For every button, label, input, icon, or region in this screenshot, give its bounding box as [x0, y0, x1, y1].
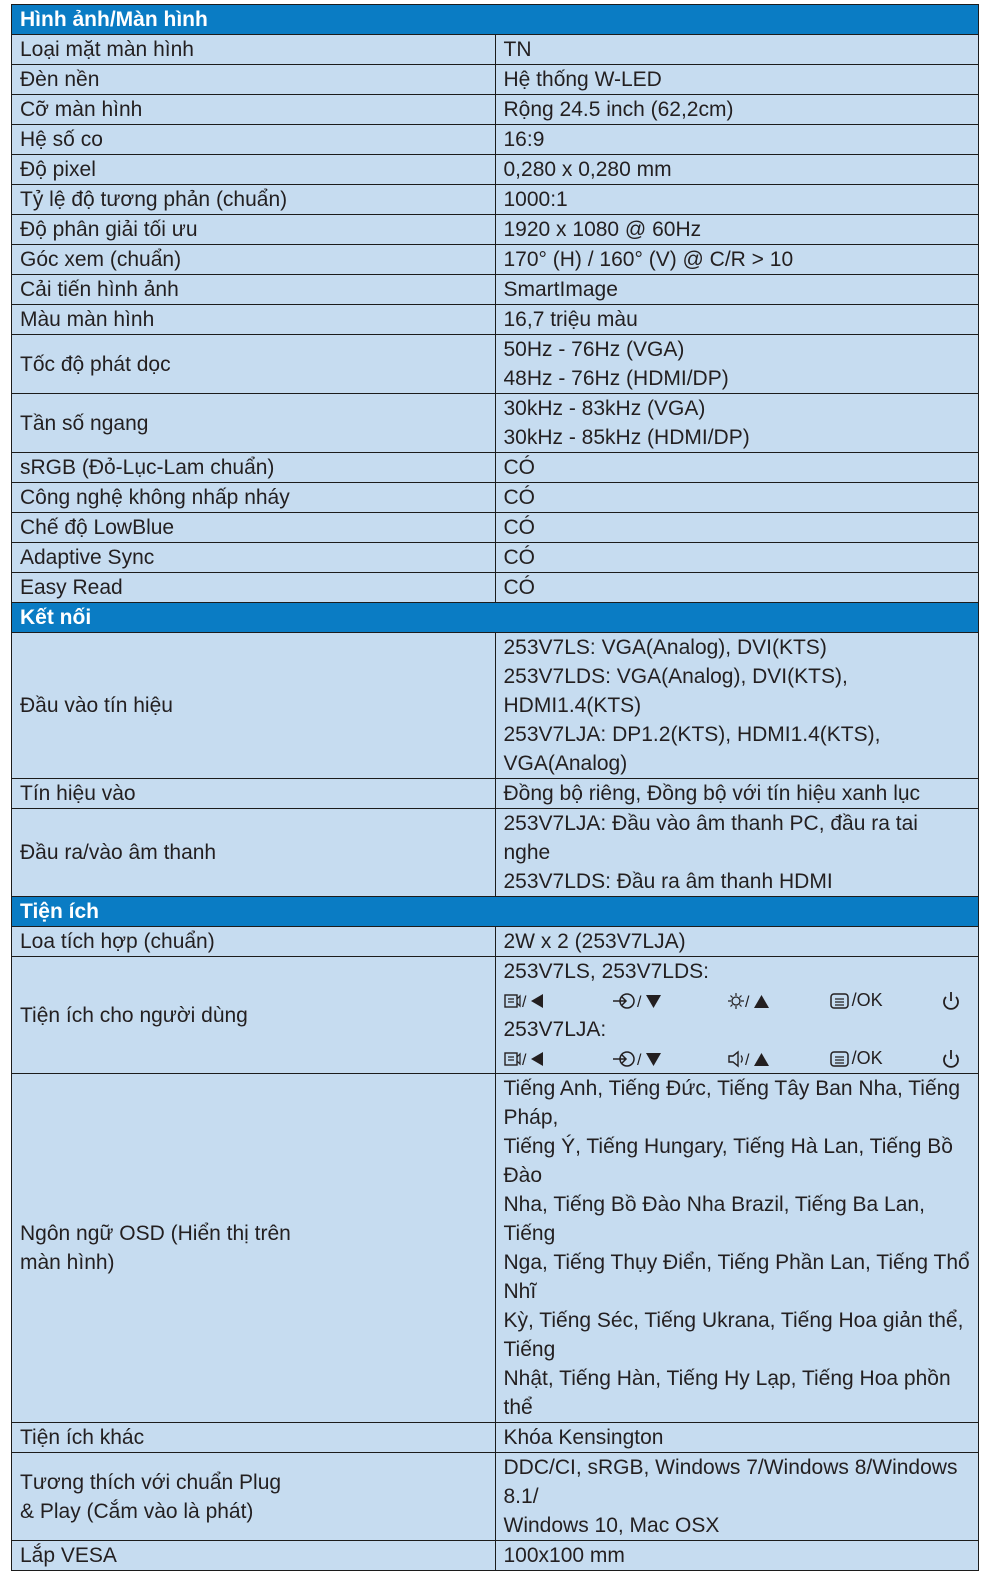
section-title: Kết nối — [12, 603, 979, 633]
table-row — [12, 573, 979, 603]
spec-label — [12, 573, 496, 603]
spec-label-line: màn hình) — [20, 1251, 115, 1274]
spec-value — [495, 125, 979, 155]
spec-label-line: Cỡ màn hình — [20, 98, 143, 121]
spec-label — [12, 35, 496, 65]
section-title: Tiện ích — [12, 897, 979, 927]
model-label: 253V7LS, 253V7LDS: — [503, 960, 709, 983]
spec-value-line: Nhật, Tiếng Hàn, Tiếng Hy Lạp, Tiếng Hoa phồn thể — [503, 1367, 951, 1419]
spec-value-line: CÓ — [503, 486, 535, 509]
spec-value-line: Khóa Kensington — [503, 1426, 664, 1449]
spec-value — [495, 335, 979, 394]
spec-value — [495, 633, 979, 779]
spec-value-line: CÓ — [503, 576, 535, 599]
svg-text:/: / — [637, 993, 642, 1010]
spec-value — [495, 394, 979, 453]
spec-label-line: Tiện ích cho người dùng — [20, 1003, 248, 1027]
separator: / — [851, 1048, 857, 1068]
table-row — [12, 1074, 979, 1423]
spec-label-line: Cải tiến hình ảnh — [20, 278, 179, 301]
spec-value-line: 1000:1 — [503, 188, 568, 211]
spec-value-line: 16,7 triệu màu — [503, 308, 638, 331]
spec-value-line: 100x100 mm — [503, 1544, 625, 1567]
spec-label-line: Hệ số co — [20, 128, 103, 151]
menu-ok-icon — [830, 986, 941, 1015]
spec-value-line: 2W x 2 (253V7LJA) — [503, 930, 686, 953]
spec-label-line: Đầu ra/vào âm thanh — [20, 841, 217, 864]
svg-text:/: / — [521, 1051, 526, 1068]
spec-value-line: 253V7LDS: Đầu ra âm thanh HDMI — [503, 870, 833, 893]
spec-value-line: 1920 x 1080 @ 60Hz — [503, 218, 702, 241]
section-title: Hình ảnh/Màn hình — [12, 5, 979, 35]
spec-label — [12, 513, 496, 543]
table-row — [12, 125, 979, 155]
table-row — [12, 245, 979, 275]
table-row — [12, 215, 979, 245]
spec-value-line: 170° (H) / 160° (V) @ C/R > 10 — [503, 248, 794, 271]
table-row — [12, 483, 979, 513]
spec-label — [12, 1423, 496, 1453]
spec-value-line: CÓ — [503, 456, 535, 479]
spec-value-line: Tiếng Ý, Tiếng Hungary, Tiếng Hà Lan, Tiếng Bồ Đào — [503, 1135, 953, 1187]
spec-value — [495, 573, 979, 603]
spec-value — [495, 957, 979, 1074]
spec-label — [12, 1074, 496, 1423]
spec-value-line: Rộng 24.5 inch (62,2cm) — [503, 98, 734, 121]
separator: / — [851, 990, 857, 1010]
spec-table — [11, 4, 979, 1571]
spec-label-line: Lắp VESA — [20, 1544, 117, 1567]
spec-label — [12, 245, 496, 275]
table-row — [12, 185, 979, 215]
spec-label — [12, 125, 496, 155]
spec-label-line: Tốc độ phát dọc — [20, 352, 171, 376]
spec-label — [12, 185, 496, 215]
button-icon-row — [504, 1044, 971, 1073]
spec-label — [12, 305, 496, 335]
table-row — [12, 513, 979, 543]
menu-ok-icon — [830, 1044, 941, 1073]
spec-label — [12, 155, 496, 185]
table-row — [12, 305, 979, 335]
spec-value — [495, 1541, 979, 1571]
power-icon — [940, 1049, 970, 1069]
table-row — [12, 779, 979, 809]
spec-label-line: Chế độ LowBlue — [20, 516, 175, 539]
spec-value — [495, 543, 979, 573]
spec-label-line: Công nghệ không nhấp nháy — [20, 486, 290, 509]
spec-value-line: 30kHz - 85kHz (HDMI/DP) — [503, 426, 750, 449]
spec-label-line: Tần số ngang — [20, 411, 149, 435]
spec-label — [12, 65, 496, 95]
spec-label — [12, 483, 496, 513]
spec-value — [495, 215, 979, 245]
spec-label-line: Màu màn hình — [20, 308, 155, 331]
spec-table-body — [12, 5, 979, 1571]
table-row — [12, 65, 979, 95]
spec-value-line: Windows 10, Mac OSX — [503, 1514, 720, 1537]
spec-label — [12, 809, 496, 897]
power-icon — [940, 991, 970, 1011]
osd-menu-left-icon — [504, 992, 608, 1010]
spec-value-line: 253V7LJA: DP1.2(KTS), HDMI1.4(KTS), VGA(Analog) — [503, 723, 881, 775]
svg-text:/: / — [637, 1051, 642, 1068]
input-down-icon — [607, 1050, 714, 1068]
spec-value — [495, 65, 979, 95]
spec-label — [12, 927, 496, 957]
button-icon-row — [504, 986, 971, 1015]
spec-label-line: Độ pixel — [20, 158, 96, 181]
spec-label-line: Độ phân giải tối ưu — [20, 218, 198, 241]
spec-label — [12, 779, 496, 809]
spec-value-line: 16:9 — [503, 128, 545, 151]
spec-value-line: Đồng bộ riêng, Đồng bộ với tín hiệu xanh lục — [503, 782, 921, 805]
spec-value-line: 30kHz - 83kHz (VGA) — [503, 397, 706, 420]
section-header-ket-noi — [12, 603, 979, 633]
spec-label — [12, 957, 496, 1074]
spec-value-line: 50Hz - 76Hz (VGA) — [503, 338, 685, 361]
spec-value-line: Nha, Tiếng Bồ Đào Nha Brazil, Tiếng Ba Lan, Tiếng — [503, 1193, 925, 1245]
spec-value — [495, 513, 979, 543]
spec-label — [12, 215, 496, 245]
section-header-hinh-anh-man-hinh — [12, 5, 979, 35]
table-row — [12, 1423, 979, 1453]
table-row — [12, 275, 979, 305]
spec-label-line: Easy Read — [20, 576, 123, 599]
spec-value-line: TN — [503, 38, 532, 61]
spec-value — [495, 305, 979, 335]
table-row — [12, 927, 979, 957]
svg-text:/: / — [521, 993, 526, 1010]
model-label: 253V7LJA: — [503, 1018, 607, 1041]
table-row — [12, 95, 979, 125]
brightness-up-icon — [714, 992, 830, 1010]
spec-label-line: Góc xem (chuẩn) — [20, 248, 182, 271]
spec-value — [495, 185, 979, 215]
spec-value-line: CÓ — [503, 546, 535, 569]
spec-label-line: Đầu vào tín hiệu — [20, 694, 173, 717]
spec-label — [12, 1541, 496, 1571]
volume-up-icon — [714, 1050, 830, 1068]
table-row — [12, 1541, 979, 1571]
spec-value — [495, 927, 979, 957]
spec-label — [12, 394, 496, 453]
spec-value-line: 48Hz - 76Hz (HDMI/DP) — [503, 367, 729, 390]
spec-value-line: Hệ thống W-LED — [503, 68, 662, 91]
table-row — [12, 155, 979, 185]
spec-value-line: Nga, Tiếng Thụy Điển, Tiếng Phần Lan, Tiếng Thổ Nhĩ — [503, 1251, 970, 1303]
spec-label-line: Adaptive Sync — [20, 546, 155, 569]
spec-label-line: & Play (Cắm vào là phát) — [20, 1499, 254, 1523]
table-row — [12, 1453, 979, 1541]
table-row — [12, 543, 979, 573]
ok-label: OK — [856, 1048, 883, 1068]
spec-value-line: Tiếng Anh, Tiếng Đức, Tiếng Tây Ban Nha, Tiếng Pháp, — [503, 1077, 960, 1129]
ok-label: OK — [856, 990, 883, 1010]
spec-label — [12, 1453, 496, 1541]
spec-value — [495, 95, 979, 125]
spec-value-line: SmartImage — [503, 278, 618, 301]
spec-value-line: 0,280 x 0,280 mm — [503, 158, 672, 181]
spec-label-line: Tỷ lệ độ tương phản (chuẩn) — [20, 188, 288, 211]
table-row — [12, 335, 979, 394]
spec-value — [495, 809, 979, 897]
spec-label-line: Đèn nền — [20, 68, 100, 91]
spec-label — [12, 633, 496, 779]
spec-value — [495, 483, 979, 513]
section-header-tien-ich — [12, 897, 979, 927]
spec-value — [495, 1423, 979, 1453]
table-row — [12, 957, 979, 1074]
table-row — [12, 453, 979, 483]
spec-value — [495, 453, 979, 483]
spec-value-line: 253V7LJA: Đầu vào âm thanh PC, đầu ra tai nghe — [503, 812, 918, 864]
spec-value — [495, 779, 979, 809]
spec-value — [495, 275, 979, 305]
table-row — [12, 633, 979, 779]
osd-menu-left-icon — [504, 1050, 608, 1068]
spec-value-line: CÓ — [503, 516, 535, 539]
svg-text:/: / — [745, 1051, 750, 1068]
spec-value — [495, 245, 979, 275]
spec-value-line: 253V7LS: VGA(Analog), DVI(KTS) — [503, 636, 827, 659]
spec-value — [495, 1074, 979, 1423]
spec-label — [12, 275, 496, 305]
spec-value-line: DDC/CI, sRGB, Windows 7/Windows 8/Windows 8.1/ — [503, 1456, 958, 1508]
svg-text:/: / — [745, 993, 750, 1010]
spec-label-line: Ngôn ngữ OSD (Hiển thị trên — [20, 1222, 291, 1245]
table-row — [12, 394, 979, 453]
spec-value — [495, 1453, 979, 1541]
spec-label-line: sRGB (Đỏ-Lục-Lam chuẩn) — [20, 456, 275, 479]
spec-label-line: Tín hiệu vào — [20, 782, 136, 805]
spec-value — [495, 155, 979, 185]
table-row — [12, 35, 979, 65]
spec-label-line: Loại mặt màn hình — [20, 38, 194, 61]
spec-label-line: Tiện ích khác — [20, 1426, 145, 1449]
spec-label — [12, 543, 496, 573]
spec-label — [12, 95, 496, 125]
table-row — [12, 809, 979, 897]
spec-label — [12, 335, 496, 394]
spec-value-line: 253V7LDS: VGA(Analog), DVI(KTS), HDMI1.4(KTS) — [503, 665, 848, 717]
spec-label-line: Loa tích hợp (chuẩn) — [20, 930, 215, 953]
input-down-icon — [607, 992, 714, 1010]
spec-label — [12, 453, 496, 483]
spec-label-line: Tương thích với chuẩn Plug — [20, 1470, 282, 1494]
spec-value-line: Kỳ, Tiếng Séc, Tiếng Ukrana, Tiếng Hoa giản thể, Tiếng — [503, 1309, 964, 1361]
spec-value — [495, 35, 979, 65]
